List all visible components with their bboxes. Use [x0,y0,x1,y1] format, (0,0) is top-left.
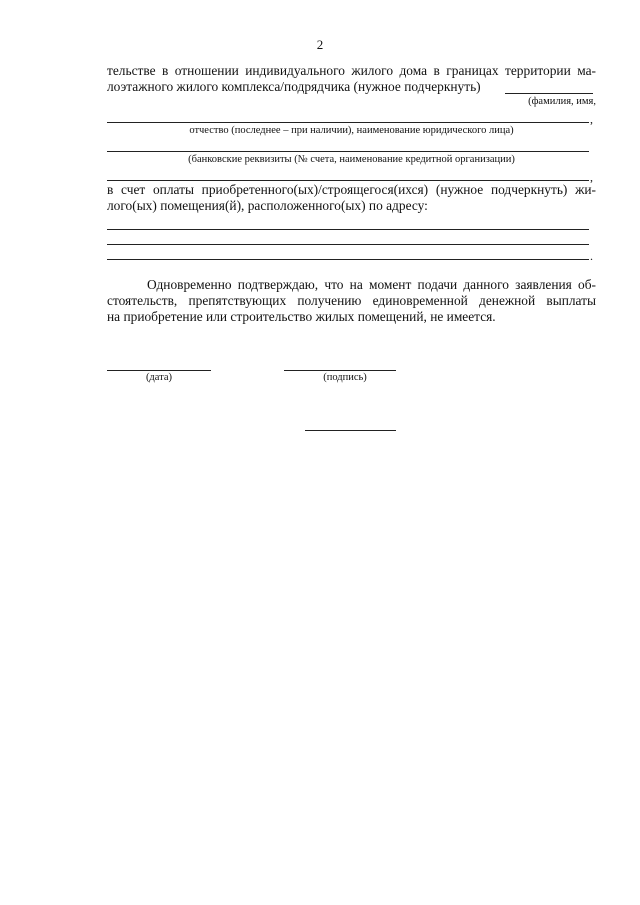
payment-line-2: лого(ых) помещения(й), расположенного(ых) по адресу: [107,198,428,213]
signature-fill-line [284,370,396,371]
confirmation-line-3: на приобретение или строительство жилых помещений, не имеется. [107,309,496,324]
name-line-comma: , [590,112,593,126]
address-fill-line-3 [107,259,589,260]
payment-line-1: в счет оплаты приобретенного(ых)/строящегося(ихся) (нужное подчеркнуть) жи- [107,182,596,197]
confirmation-line-1: Одновременно подтверждаю, что на момент подачи данного заявления об- [147,277,596,292]
name-fill-line-short [505,93,593,94]
bank-details-fill-line [107,151,589,152]
caption-signature: (подпись) [323,372,367,383]
bank-line-comma: , [590,170,593,184]
caption-bank-details: (банковские реквизиты (№ счета, наименование кредитной организации) [188,154,515,165]
address-fill-line-1 [107,229,589,230]
name-fill-line [107,122,589,123]
address-fill-line-2 [107,244,589,245]
caption-name-part-2: отчество (последнее – при наличии), наименование юридического лица) [189,125,514,136]
date-fill-line [107,370,211,371]
confirmation-line-2: стоятельств, препятствующих получению единовременной денежной выплаты [107,293,596,308]
caption-name-part-1: (фамилия, имя, [528,96,596,107]
address-line-period: . [590,249,593,263]
paragraph-line-2: лоэтажного жилого комплекса/подрядчика (нужное подчеркнуть) [107,79,481,94]
page-number: 2 [316,37,324,52]
caption-date: (дата) [145,372,173,383]
closing-separator-line [305,430,396,431]
paragraph-line-1: тельстве в отношении индивидуального жилого дома в границах территории ма- [107,63,596,78]
bank-details-fill-line-2 [107,180,589,181]
